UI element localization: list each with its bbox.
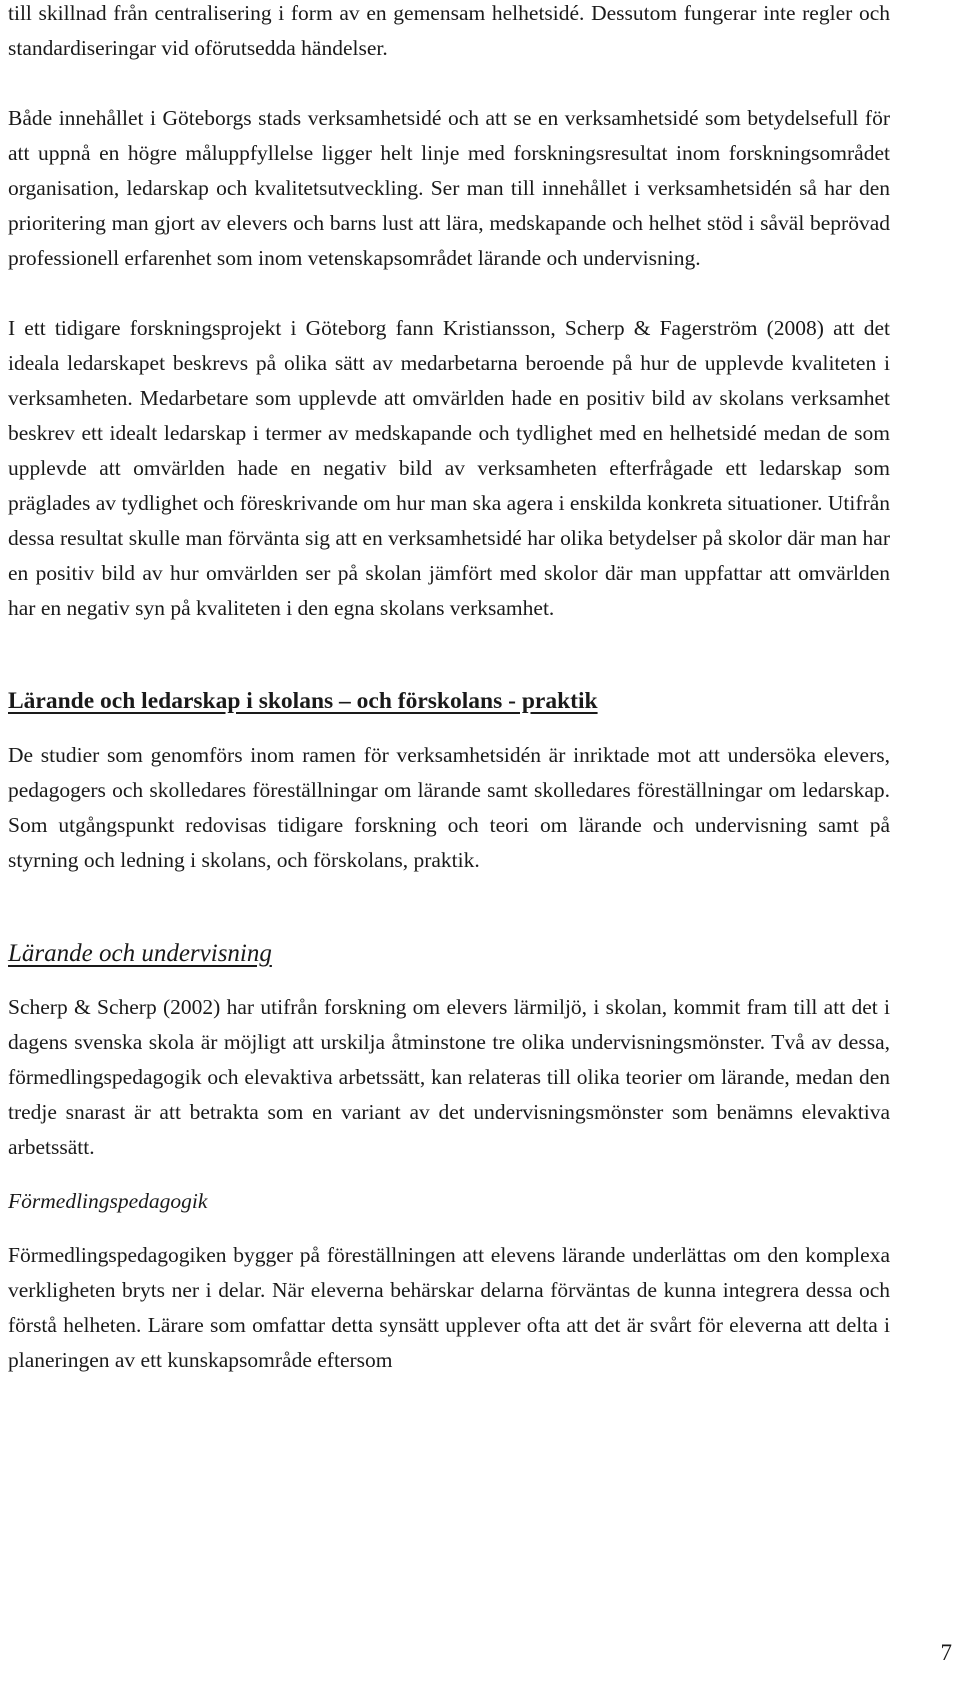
minor-heading: Förmedlingspedagogik [8,1189,208,1213]
body-paragraph: Scherp & Scherp (2002) har utifrån forskning om elevers lärmiljö, i skolan, kommit fram till att det i dagens svenska skola är möjligt att urskilja åtminstone tre olika undervisningsmönster. Två av dessa, förmedlingspedagogik och elevaktiva arbetssätt, kan relateras till olika teorier om lärande, medan den tredje snarast är att betrakta som en variant av det undervisningsmönster som benämns elevaktiva arbetssätt. [8,995,890,1159]
section-heading: Lärande och ledarskap i skolans – och förskolans - praktik [8,688,598,714]
body-paragraph: Både innehållet i Göteborgs stads verksamhetsidé och att se en verksamhetsidé som betydelsefull för att uppnå en högre måluppfyllelse ligger helt linje med forskningsresultat inom forskningsområdet organisation, ledarskap och kvalitetsutveckling. Ser man till innehållet i verksamhetsidén så har den prioritering man gjort av elevers och barns lust att lära, medskapande och helhet stöd i såväl beprövad professionell erfarenhet som inom vetenskapsområdet lärande och undervisning. [8,106,890,270]
document-page [8,0,890,1378]
page-number: 7 [940,1640,952,1665]
body-paragraph: I ett tidigare forskningsprojekt i Göteborg fann Kristiansson, Scherp & Fagerström (2008) att det ideala ledarskapet beskrevs på olika sätt av medarbetarna beroende på hur de upplevde kvaliteten i verksamheten. Medarbetare som upplevde att omvärlden hade en positiv bild av skolans verksamhet beskrev ett idealt ledarskap i termer av medskapande och tydlighet med en helhetsidé medan de som upplevde att omvärlden hade en negativ bild av verksamheten efterfrågade ett ledarskap som präglades av tydlighet och föreskrivande om hur man ska agera i enskilda konkreta situationer. Utifrån dessa resultat skulle man förvänta sig att en verksamhetsidé har olika betydelser på skolor där man har en positiv bild av hur omvärlden ser på skolan jämfört med skolor där man uppfattar att omvärlden har en negativ syn på kvaliteten i den egna skolans verksamhet. [8,316,890,620]
body-paragraph: Förmedlingspedagogiken bygger på föreställningen att elevens lärande underlättas om den komplexa verkligheten bryts ner i delar. När eleverna behärskar delarna förväntas de kunna integrera dessa och förstå helheten. Lärare som omfattar detta synsätt upplever ofta att det är svårt för eleverna att delta i planeringen av ett kunskapsområde eftersom [8,1243,890,1372]
body-paragraph: De studier som genomförs inom ramen för verksamhetsidén är inriktade mot att undersöka elevers, pedagogers och skolledares föreställningar om lärande samt skolledares föreställningar om ledarskap. Som utgångspunkt redovisas tidigare forskning och teori om lärande och undervisning samt på styrning och ledning i skolans, och förskolans, praktik. [8,743,890,872]
body-paragraph: till skillnad från centralisering i form av en gemensam helhetsidé. Dessutom fungerar inte regler och standardiseringar vid oförutsedda händelser. [8,1,890,60]
subsection-heading: Lärande och undervisning [8,940,272,967]
